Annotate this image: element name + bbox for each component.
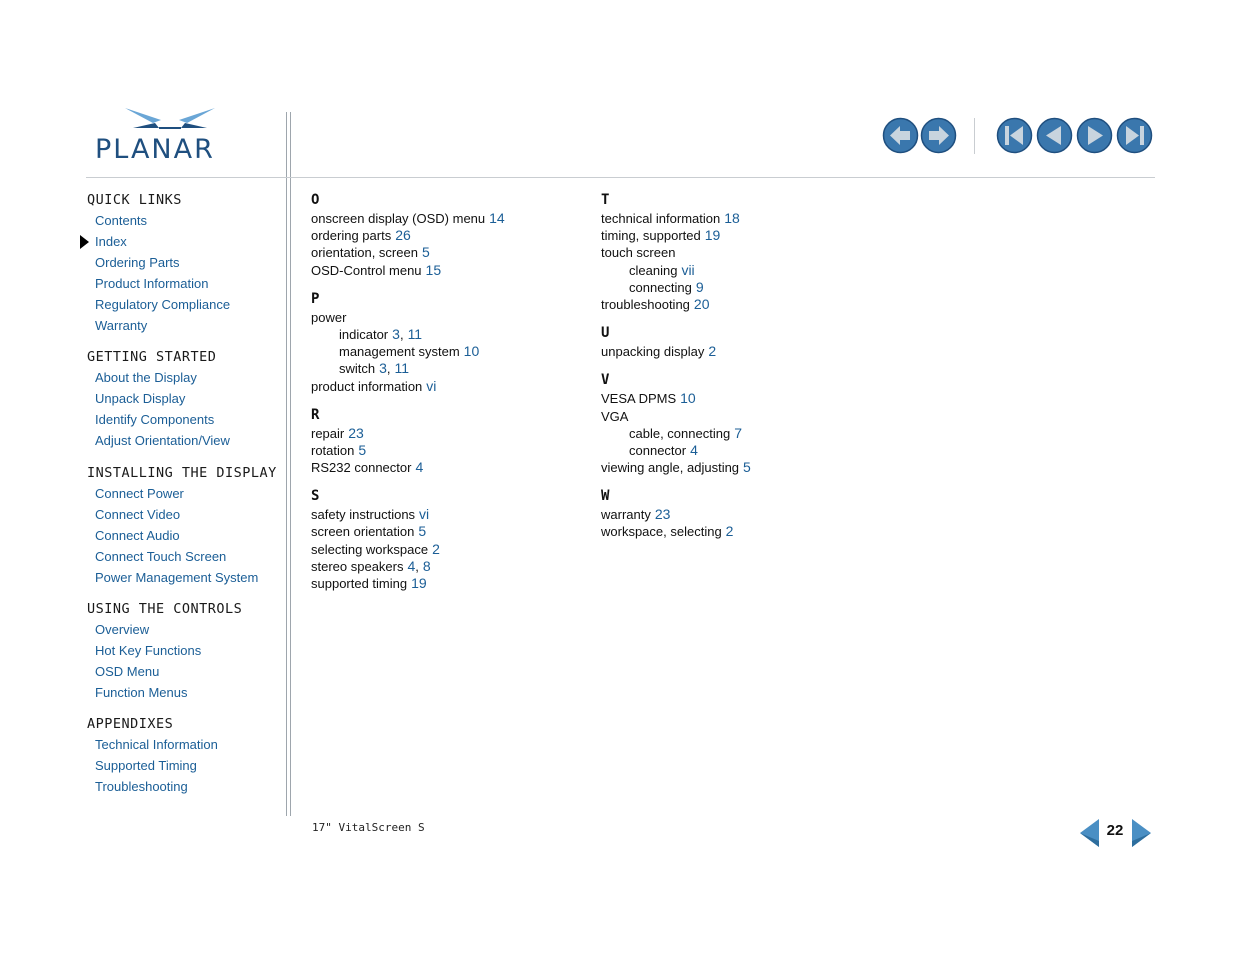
sidebar-link-product-information[interactable]: Product Information	[95, 276, 209, 291]
index-page-link[interactable]: 10	[680, 390, 696, 407]
index-entry-onscreen-display-osd-menu	[311, 210, 581, 227]
index-letter-heading: S	[311, 488, 320, 505]
forward-button[interactable]	[920, 117, 957, 154]
index-page-link[interactable]: 3	[379, 360, 387, 377]
sidebar-section-appendixes	[87, 714, 282, 797]
sidebar-divider	[286, 112, 287, 816]
index-entry-timing-supported	[601, 227, 871, 244]
index-entry-text: viewing angle, adjusting	[601, 460, 740, 476]
sidebar-section-title: APPENDIXES	[87, 716, 174, 732]
planar-logo	[95, 106, 251, 168]
index-entry-safety-instructions	[311, 506, 581, 523]
sidebar-section-title: USING THE CONTROLS	[87, 601, 243, 617]
index-entry-text: power	[311, 309, 347, 325]
index-entry-osd-control-menu	[311, 262, 581, 279]
index-entry-text: supported timing	[311, 576, 408, 591]
index-entry-text: timing, supported	[601, 228, 701, 244]
index-entry-text: switch	[339, 361, 376, 377]
index-entry-text: safety instructions	[311, 507, 416, 523]
sidebar-section-installing	[87, 463, 282, 588]
index-entry-workspace-selecting	[601, 523, 871, 540]
previous-page-icon	[1036, 117, 1073, 154]
index-entry-text: VESA DPMS	[601, 391, 677, 407]
page-separator: ,	[386, 361, 391, 377]
index-page-link[interactable]: 4	[415, 459, 424, 476]
footer-previous-page-button[interactable]	[1080, 818, 1100, 852]
index-entry-vga	[601, 408, 871, 425]
sidebar-section-title: GETTING STARTED	[87, 349, 217, 365]
sidebar-link-connect-touch-screen[interactable]: Connect Touch Screen	[95, 549, 227, 564]
index-entry-text: connecting	[629, 279, 692, 295]
index-letter-heading: P	[311, 290, 320, 307]
index-page-link[interactable]: 10	[463, 343, 480, 360]
index-page-link[interactable]: 23	[654, 506, 671, 523]
sidebar-section-title: INSTALLING THE DISPLAY	[87, 465, 277, 481]
sidebar-section-getting-started	[87, 347, 282, 451]
sidebar-link-connect-power[interactable]: Connect Power	[95, 486, 184, 501]
index-entry-text: RS232 connector	[311, 460, 412, 476]
index-entry-text: onscreen display (OSD) menu	[311, 211, 486, 226]
index-entry-text: stereo speakers	[311, 558, 404, 574]
index-entry-orientation-screen	[311, 244, 581, 261]
index-group-s	[311, 486, 581, 592]
first-page-button[interactable]	[996, 117, 1033, 154]
index-page-link[interactable]: vi	[419, 506, 430, 523]
index-entry-stereo-speakers	[311, 558, 581, 575]
index-letter-heading: W	[601, 488, 610, 505]
sidebar-link-ordering-parts[interactable]: Ordering Parts	[95, 255, 180, 270]
index-entry-text: workspace, selecting	[601, 524, 722, 540]
index-group-t	[601, 190, 871, 313]
index-group-w	[601, 486, 871, 540]
index-entry-cable-connecting	[601, 425, 871, 442]
index-page-link[interactable]: 5	[358, 441, 367, 458]
index-entry-text: technical information	[601, 211, 721, 226]
index-entry-text: indicator	[339, 326, 389, 342]
index-entry-text: connector	[629, 442, 687, 458]
index-entry-warranty	[601, 506, 871, 523]
index-letter-heading: U	[601, 325, 610, 342]
index-page-link[interactable]: 2	[725, 523, 734, 540]
index-letter-heading: R	[311, 406, 320, 423]
last-page-icon	[1116, 117, 1153, 154]
index-entry-rotation	[311, 442, 581, 459]
index-page-link[interactable]: 4	[407, 557, 416, 574]
index-entry-power	[311, 309, 581, 326]
previous-page-arrow-icon	[1080, 818, 1100, 848]
index-entry-switch	[311, 360, 581, 377]
index-group-r	[311, 405, 581, 477]
index-page-link[interactable]: 7	[734, 424, 742, 441]
index-letter-heading: T	[601, 192, 610, 208]
index-page-link[interactable]: 18	[724, 210, 740, 226]
sidebar-link-connect-audio[interactable]: Connect Audio	[95, 528, 180, 543]
index-page-link[interactable]: 5	[418, 523, 427, 540]
sidebar-link-connect-video[interactable]: Connect Video	[95, 507, 181, 522]
index-entry-text: troubleshooting	[601, 296, 690, 312]
page-number: 22	[1106, 822, 1124, 839]
index-entry-product-information	[311, 378, 581, 395]
index-page-link[interactable]: 14	[489, 210, 505, 226]
index-entry-text: repair	[311, 425, 345, 441]
index-page-link[interactable]: 5	[743, 459, 751, 476]
index-entry-screen-orientation	[311, 523, 581, 540]
index-page-link[interactable]: 15	[425, 261, 442, 278]
sidebar-link-power-management[interactable]: Power Management System	[95, 570, 259, 585]
next-page-arrow-icon	[1131, 818, 1151, 848]
sidebar-section-title: QUICK LINKS	[87, 192, 182, 208]
page-separator: ,	[415, 558, 419, 574]
sidebar-link-overview[interactable]: Overview	[95, 622, 150, 637]
index-page-link[interactable]: 19	[411, 575, 427, 591]
index-entry-repair	[311, 425, 581, 442]
sidebar-link-hot-key-functions[interactable]: Hot Key Functions	[95, 643, 202, 658]
index-entry-connecting	[601, 279, 871, 296]
index-group-u	[601, 323, 871, 360]
index-letter-heading: O	[311, 192, 320, 208]
sidebar-link-identify-components[interactable]: Identify Components	[95, 412, 215, 427]
sidebar-link-label: Index	[95, 234, 127, 249]
index-entry-text: touch screen	[601, 245, 676, 261]
sidebar-link-adjust-orientation[interactable]: Adjust Orientation/View	[95, 433, 230, 448]
sidebar-divider-inner	[290, 112, 291, 816]
index-page-link[interactable]: 26	[395, 227, 411, 244]
index-page-link[interactable]: 2	[432, 540, 440, 557]
back-button[interactable]	[882, 117, 919, 154]
index-entry-text: VGA	[601, 408, 629, 424]
index-entry-text: unpacking display	[601, 344, 705, 360]
first-page-icon	[996, 117, 1033, 154]
index-page-link[interactable]: 2	[708, 343, 717, 360]
sidebar-link-index[interactable]	[87, 231, 282, 252]
sidebar-link-warranty[interactable]: Warranty	[95, 318, 148, 333]
index-page-link[interactable]: vii	[681, 261, 695, 278]
index-entry-supported-timing	[311, 575, 581, 592]
sidebar-link-about-the-display[interactable]: About the Display	[95, 370, 197, 385]
index-entry-management-system	[311, 343, 581, 360]
index-entry-troubleshooting	[601, 296, 871, 313]
index-page-link[interactable]: 11	[394, 360, 410, 377]
index-entry-text: ordering parts	[311, 228, 392, 244]
index-group-v	[601, 370, 871, 476]
sidebar-navigation	[87, 190, 282, 808]
page-separator: ,	[399, 326, 404, 342]
index-entry-connector	[601, 442, 871, 459]
index-entry-indicator	[311, 326, 581, 343]
index-group-o	[311, 190, 581, 279]
footer-product-name: 17" VitalScreen S	[312, 821, 425, 834]
forward-icon	[920, 117, 957, 154]
current-page-marker-icon	[80, 235, 89, 249]
index-page-link[interactable]: 8	[422, 557, 431, 574]
header-divider	[86, 177, 1155, 178]
sidebar-link-function-menus[interactable]: Function Menus	[95, 685, 188, 700]
index-entry-viewing-angle-adjusting	[601, 459, 871, 476]
index-entry-text: screen orientation	[311, 524, 415, 540]
planar-logo-wordmark: PLANAR	[95, 134, 215, 165]
index-page-link[interactable]: 9	[695, 278, 704, 295]
index-entry-rs232-connector	[311, 459, 581, 476]
sidebar-link-technical-information[interactable]: Technical Information	[95, 737, 218, 752]
index-page-link[interactable]: 11	[407, 325, 423, 342]
index-entry-unpacking-display	[601, 343, 871, 360]
index-page-link[interactable]: 20	[693, 295, 710, 312]
footer-next-page-button[interactable]	[1131, 818, 1151, 852]
index-letter-heading: V	[601, 372, 610, 389]
sidebar-link-supported-timing[interactable]: Supported Timing	[95, 758, 197, 773]
index-page-link[interactable]: vi	[426, 377, 437, 394]
index-entry-selecting-workspace	[311, 541, 581, 558]
back-icon	[882, 117, 919, 154]
previous-page-button[interactable]	[1036, 117, 1073, 154]
next-page-button[interactable]	[1076, 117, 1113, 154]
planar-logo-mark-icon	[125, 106, 215, 134]
index-group-p	[311, 289, 581, 395]
index-page-link[interactable]: 3	[392, 325, 400, 342]
index-entry-text: cable, connecting	[629, 425, 731, 441]
last-page-button[interactable]	[1116, 117, 1153, 154]
index-entry-text: rotation	[311, 442, 355, 458]
index-entry-text: orientation, screen	[311, 245, 418, 261]
sidebar-link-contents[interactable]: Contents	[95, 213, 148, 228]
index-entry-text: selecting workspace	[311, 541, 429, 557]
index-entry-ordering-parts	[311, 227, 581, 244]
index-entry-cleaning	[601, 262, 871, 279]
next-page-icon	[1076, 117, 1113, 154]
sidebar-link-unpack-display[interactable]: Unpack Display	[95, 391, 186, 406]
sidebar-link-regulatory-compliance[interactable]: Regulatory Compliance	[95, 297, 231, 312]
index-entry-text: cleaning	[629, 262, 678, 278]
sidebar-link-osd-menu[interactable]: OSD Menu	[95, 664, 160, 679]
index-page-link[interactable]: 4	[690, 441, 698, 458]
index-entry-touch-screen	[601, 244, 871, 261]
index-page-link[interactable]: 23	[348, 424, 364, 441]
index-entry-text: warranty	[601, 507, 651, 523]
index-page-link[interactable]: 5	[421, 244, 430, 261]
index-page-link[interactable]: 19	[704, 227, 721, 244]
index-column-left	[311, 190, 581, 602]
index-entry-text: management system	[339, 344, 460, 360]
index-entry-technical-information	[601, 210, 871, 227]
index-entry-vesa-dpms	[601, 390, 871, 407]
index-entry-text: product information	[311, 378, 423, 394]
sidebar-section-using-controls	[87, 599, 282, 703]
index-entry-text: OSD-Control menu	[311, 262, 422, 278]
nav-separator	[974, 118, 975, 154]
sidebar-link-troubleshooting[interactable]: Troubleshooting	[95, 779, 188, 794]
sidebar-section-quick-links	[87, 190, 282, 336]
index-column-right	[601, 190, 871, 551]
